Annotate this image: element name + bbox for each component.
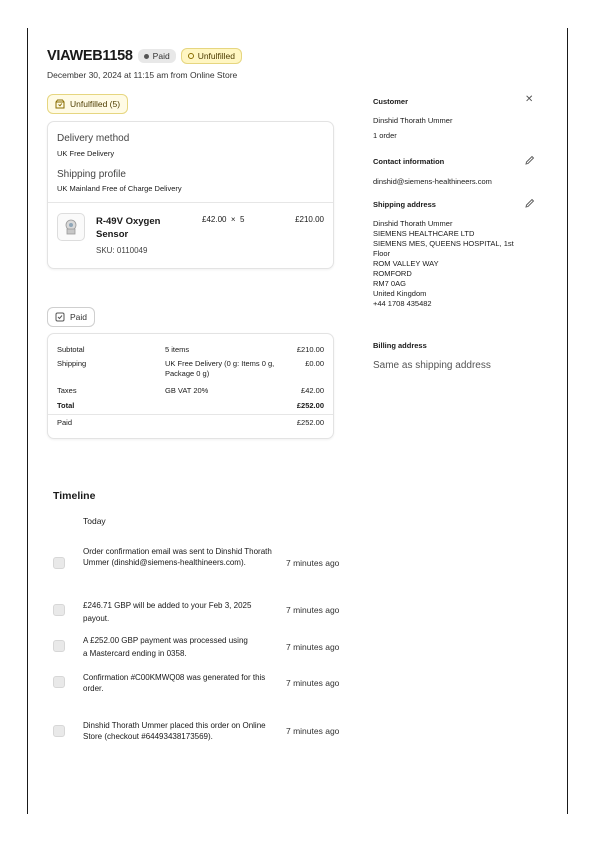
paid-status-badge [138,49,176,63]
contact-email[interactable]: dinshid@siemens-healthineers.com [373,177,492,186]
payment-desc: 5 items [165,345,190,354]
unfulfilled-pill-label: Unfulfilled (5) [70,99,121,109]
unfulfilled-section-pill[interactable] [47,94,128,114]
unfulfilled-ring-icon [188,53,194,59]
fulfillment-divider [48,202,333,203]
shipping-profile-value: UK Mainland Free of Charge Delivery [57,184,182,193]
timeline-event-text: £246.71 GBP will be added to your Feb 3, 2025 payout. [83,601,252,623]
timeline-event-marker [53,604,65,616]
product-line-total: £210.00 [295,215,324,224]
shipping-profile-title: Shipping profile [57,169,126,180]
timeline-event-marker [53,640,65,652]
timeline-today: Today [83,516,106,526]
address-line: +44 1708 435482 [373,299,432,308]
payment-divider [48,414,333,415]
address-line: ROM VALLEY WAY [373,259,439,268]
customer-orders-link[interactable]: 1 order [373,131,397,140]
timeline-event-time: 7 minutes ago [286,558,340,568]
shipping-address-block [373,219,543,309]
timeline-event-marker [53,557,65,569]
product-name-link[interactable]: R-49V Oxygen Sensor [96,216,161,240]
payment-amount: £252.00 [296,401,324,410]
address-line: ROMFORD [373,269,412,278]
product-unit-price: £42.00 [202,215,227,224]
address-line: Floor [373,249,391,258]
paid-badge-label: Paid [152,51,170,61]
delivery-method-value: UK Free Delivery [57,149,115,158]
timeline-event-time: 7 minutes ago [286,642,340,652]
close-icon[interactable]: ✕ [525,94,534,105]
fulfillment-card [47,121,334,269]
payment-amount: £210.00 [296,345,324,354]
timeline-title: Timeline [53,490,96,502]
shipping-address-title: Shipping address [373,200,436,209]
product-quantity: 5 [240,215,245,224]
billing-address-value: Same as shipping address [373,360,491,371]
product-price-qty [202,215,245,224]
timeline-event-text: A £252.00 GBP payment was processed using a Mastercard ending in 0358. [83,636,248,658]
timeline-event-marker [53,725,65,737]
order-id: VIAWEB1158 [47,48,133,64]
payment-amount: £252.00 [296,418,324,427]
edit-shipping-pencil-icon[interactable] [524,198,535,209]
timeline-event-marker [53,676,65,688]
times-sign: × [230,215,236,224]
customer-title: Customer [373,97,409,106]
payment-desc: UK Free Delivery (0 g: Items 0 g, Package 0 g) [165,359,275,378]
payment-desc: GB VAT 20% [165,386,209,395]
product-sku: SKU: 0110049 [96,246,148,255]
unfulfilled-badge-label: Unfulfilled [197,51,236,61]
payment-amount: £0.00 [305,359,324,368]
paid-check-icon [55,312,65,322]
oxygen-sensor-image-icon [62,218,80,236]
address-line: SIEMENS MES, QUEENS HOSPITAL, 1st [373,239,514,248]
payment-label: Shipping [57,359,87,368]
page-border-left [27,28,28,814]
payment-label: Total [57,401,75,410]
paid-section-pill[interactable] [47,307,95,327]
order-header [47,48,242,64]
address-line: RM7 0AG [373,279,406,288]
payment-label: Subtotal [57,345,85,354]
paid-pill-label: Paid [70,312,88,322]
billing-address-title: Billing address [373,341,427,350]
payment-card [47,333,334,439]
unfulfilled-package-icon [55,99,65,109]
timeline-event-time: 7 minutes ago [286,678,340,688]
product-thumbnail[interactable] [57,213,85,241]
contact-info-title: Contact information [373,157,445,166]
address-line: SIEMENS HEALTHCARE LTD [373,229,475,238]
page-border-right [567,28,568,814]
order-subtitle: December 30, 2024 at 11:15 am from Online Store [47,70,238,80]
paid-dot-icon [144,54,149,59]
customer-name-link[interactable]: Dinshid Thorath Ummer [373,116,453,125]
timeline-event-text: Order confirmation email was sent to Dinshid Thorath Ummer (dinshid@siemens-healthineers.com). [83,547,272,567]
address-line: Dinshid Thorath Ummer [373,219,453,228]
address-line: United Kingdom [373,289,427,298]
edit-contact-pencil-icon[interactable] [524,155,535,166]
payment-label: Taxes [57,386,77,395]
delivery-method-title: Delivery method [57,133,130,144]
timeline-event-time: 7 minutes ago [286,726,340,736]
timeline-event-text: Confirmation #C00KMWQ08 was generated for this order. [83,673,266,693]
timeline-event-text: Dinshid Thorath Ummer placed this order on Online Store (checkout #64493438173569). [83,721,266,741]
unfulfilled-status-badge [181,48,242,64]
payment-amount: £42.00 [301,386,324,395]
timeline-event-time: 7 minutes ago [286,605,340,615]
payment-label: Paid [57,418,73,427]
